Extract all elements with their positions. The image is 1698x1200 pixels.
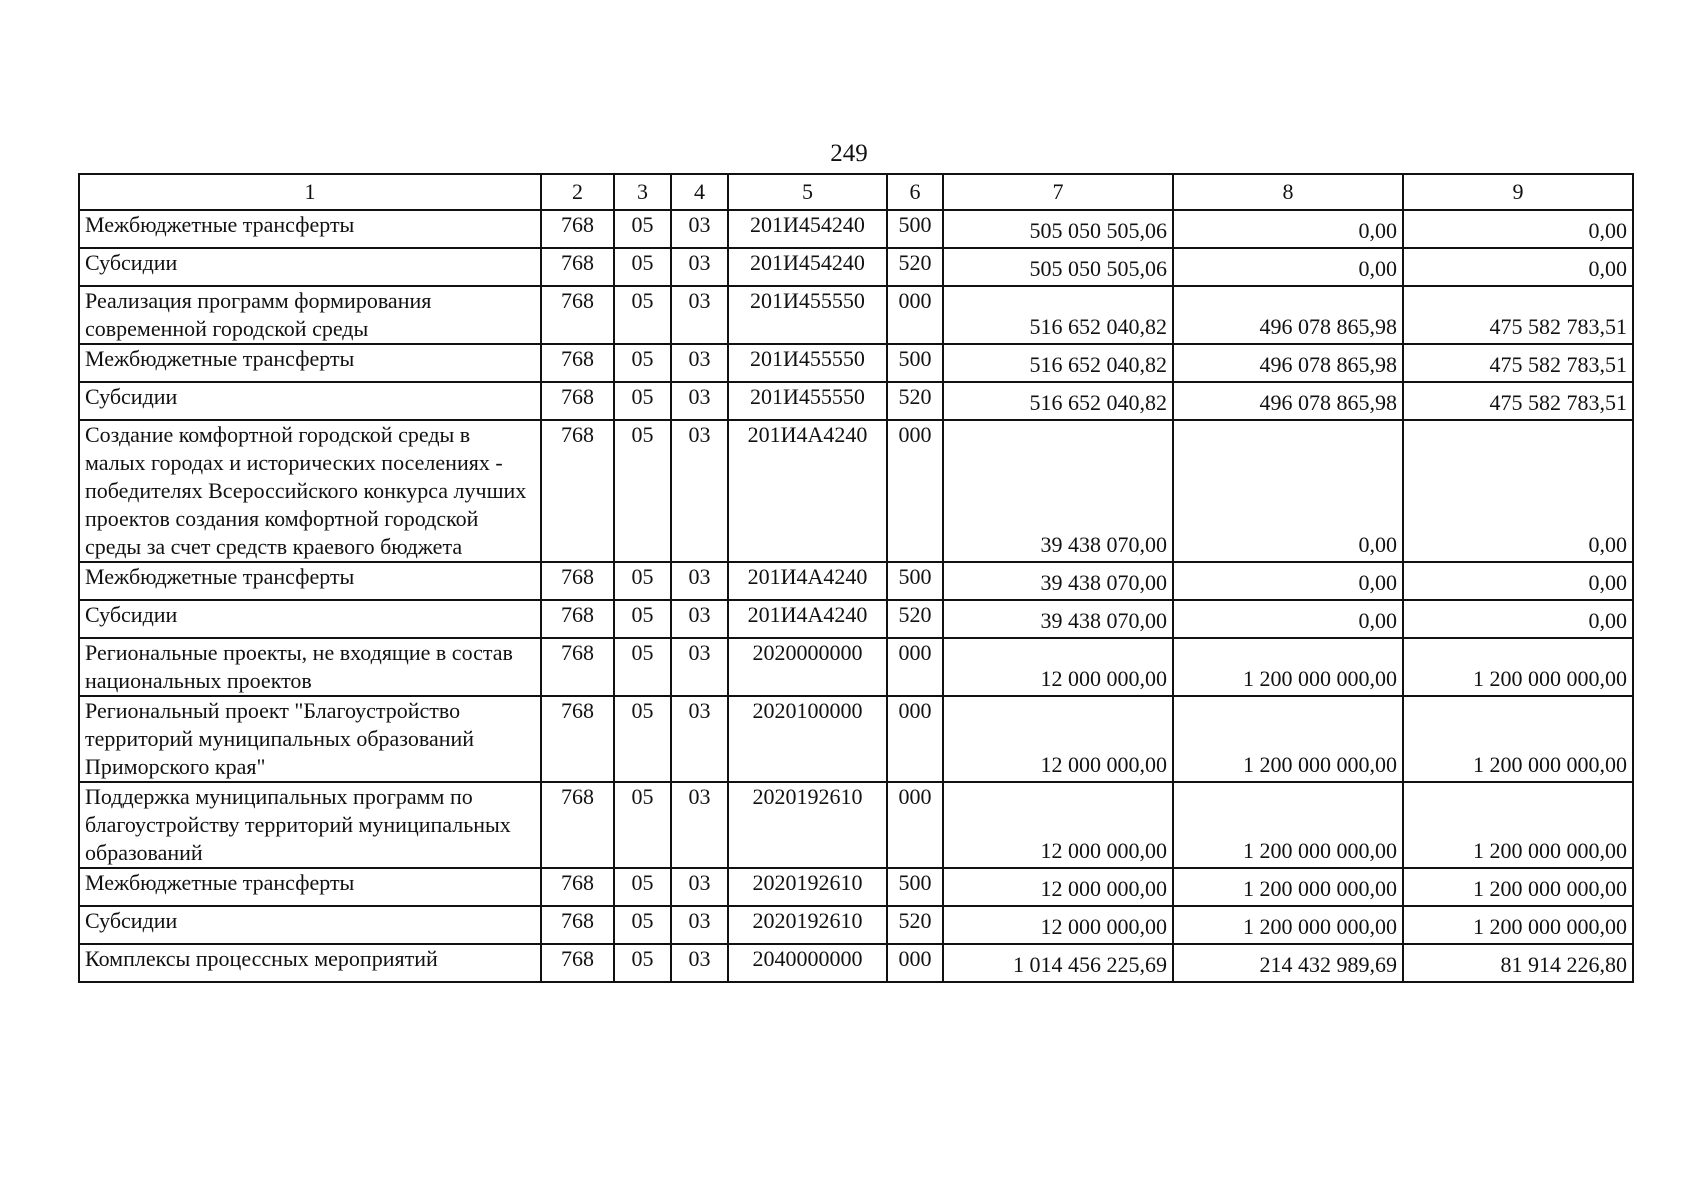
row-code-col6: 500: [887, 868, 943, 906]
row-code-col3: 05: [614, 782, 671, 868]
row-name: Субсидии: [79, 600, 541, 638]
row-code-col2: 768: [541, 382, 614, 420]
row-amount-col7: 516 652 040,82: [943, 344, 1173, 382]
row-name: Субсидии: [79, 382, 541, 420]
row-code-col5: 201И455550: [728, 382, 887, 420]
table-row: [79, 248, 1633, 286]
row-code-col3: 05: [614, 248, 671, 286]
row-amount-col7: 12 000 000,00: [943, 696, 1173, 782]
table-row: [79, 944, 1633, 982]
row-code-col6: 520: [887, 248, 943, 286]
row-code-col2: 768: [541, 600, 614, 638]
row-code-col4: 03: [671, 944, 728, 982]
row-amount-col8: 1 200 000 000,00: [1173, 696, 1403, 782]
table-row: [79, 600, 1633, 638]
column-header: 7: [943, 174, 1173, 210]
table-row: [79, 382, 1633, 420]
row-code-col4: 03: [671, 600, 728, 638]
row-code-col2: 768: [541, 248, 614, 286]
row-code-col6: 520: [887, 382, 943, 420]
row-amount-col8: 0,00: [1173, 600, 1403, 638]
row-amount-col7: 505 050 505,06: [943, 248, 1173, 286]
row-code-col4: 03: [671, 248, 728, 286]
row-code-col4: 03: [671, 420, 728, 562]
row-code-col3: 05: [614, 638, 671, 696]
row-amount-col7: 516 652 040,82: [943, 382, 1173, 420]
row-code-col2: 768: [541, 868, 614, 906]
column-header: 3: [614, 174, 671, 210]
table-row: [79, 638, 1633, 696]
row-code-col6: 000: [887, 420, 943, 562]
row-code-col5: 2020192610: [728, 868, 887, 906]
row-code-col4: 03: [671, 782, 728, 868]
row-code-col4: 03: [671, 210, 728, 248]
row-code-col5: 201И454240: [728, 248, 887, 286]
row-amount-col9: 475 582 783,51: [1403, 344, 1633, 382]
row-code-col2: 768: [541, 906, 614, 944]
row-name: Региональные проекты, не входящие в состав национальных проектов: [79, 638, 541, 696]
row-name: Региональный проект "Благоустройство территорий муниципальных образований Приморского края": [79, 696, 541, 782]
row-code-col3: 05: [614, 696, 671, 782]
row-code-col6: 000: [887, 944, 943, 982]
row-code-col4: 03: [671, 286, 728, 344]
table-row: [79, 562, 1633, 600]
row-code-col2: 768: [541, 562, 614, 600]
row-name: Комплексы процессных мероприятий: [79, 944, 541, 982]
table-row: [79, 782, 1633, 868]
table-row: [79, 420, 1633, 562]
row-code-col5: 201И4А4240: [728, 562, 887, 600]
table-row: [79, 210, 1633, 248]
row-code-col3: 05: [614, 210, 671, 248]
row-amount-col7: 39 438 070,00: [943, 600, 1173, 638]
row-code-col4: 03: [671, 906, 728, 944]
row-amount-col9: 81 914 226,80: [1403, 944, 1633, 982]
row-code-col4: 03: [671, 868, 728, 906]
row-code-col5: 201И454240: [728, 210, 887, 248]
column-header: 5: [728, 174, 887, 210]
row-code-col6: 000: [887, 286, 943, 344]
row-code-col5: 2020192610: [728, 906, 887, 944]
row-code-col2: 768: [541, 696, 614, 782]
page-number: 249: [830, 140, 868, 167]
row-name: Реализация программ формирования современной городской среды: [79, 286, 541, 344]
row-code-col6: 000: [887, 696, 943, 782]
row-amount-col8: 0,00: [1173, 420, 1403, 562]
row-code-col2: 768: [541, 782, 614, 868]
row-code-col2: 768: [541, 210, 614, 248]
row-amount-col9: 1 200 000 000,00: [1403, 868, 1633, 906]
row-amount-col7: 12 000 000,00: [943, 868, 1173, 906]
column-header: 1: [79, 174, 541, 210]
row-amount-col7: 39 438 070,00: [943, 562, 1173, 600]
row-code-col2: 768: [541, 420, 614, 562]
row-code-col3: 05: [614, 420, 671, 562]
row-amount-col7: 12 000 000,00: [943, 782, 1173, 868]
row-amount-col8: 496 078 865,98: [1173, 382, 1403, 420]
row-code-col3: 05: [614, 562, 671, 600]
row-amount-col8: 1 200 000 000,00: [1173, 782, 1403, 868]
row-code-col6: 500: [887, 210, 943, 248]
column-header: 6: [887, 174, 943, 210]
row-code-col6: 520: [887, 906, 943, 944]
row-code-col4: 03: [671, 696, 728, 782]
row-code-col5: 2020000000: [728, 638, 887, 696]
row-amount-col8: 496 078 865,98: [1173, 344, 1403, 382]
row-code-col3: 05: [614, 382, 671, 420]
row-code-col4: 03: [671, 382, 728, 420]
row-name: Межбюджетные трансферты: [79, 868, 541, 906]
row-code-col2: 768: [541, 286, 614, 344]
table-row: [79, 286, 1633, 344]
row-amount-col9: 0,00: [1403, 600, 1633, 638]
row-name: Межбюджетные трансферты: [79, 562, 541, 600]
row-name: Субсидии: [79, 248, 541, 286]
row-code-col3: 05: [614, 868, 671, 906]
row-amount-col7: 12 000 000,00: [943, 638, 1173, 696]
row-code-col2: 768: [541, 944, 614, 982]
table-row: [79, 906, 1633, 944]
row-code-col5: 2020192610: [728, 782, 887, 868]
row-code-col6: 500: [887, 562, 943, 600]
row-code-col3: 05: [614, 344, 671, 382]
row-code-col6: 000: [887, 638, 943, 696]
column-header: 4: [671, 174, 728, 210]
row-amount-col8: 1 200 000 000,00: [1173, 638, 1403, 696]
row-amount-col8: 0,00: [1173, 562, 1403, 600]
table-row: [79, 344, 1633, 382]
row-amount-col8: 0,00: [1173, 210, 1403, 248]
row-amount-col9: 0,00: [1403, 420, 1633, 562]
row-code-col3: 05: [614, 600, 671, 638]
row-code-col4: 03: [671, 638, 728, 696]
row-code-col2: 768: [541, 344, 614, 382]
row-code-col3: 05: [614, 944, 671, 982]
row-name: Субсидии: [79, 906, 541, 944]
header-row: [79, 174, 1633, 210]
row-amount-col9: 475 582 783,51: [1403, 382, 1633, 420]
row-code-col2: 768: [541, 638, 614, 696]
row-amount-col9: 1 200 000 000,00: [1403, 696, 1633, 782]
row-name: Поддержка муниципальных программ по благоустройству территорий муниципальных образований: [79, 782, 541, 868]
table-row: [79, 696, 1633, 782]
row-amount-col8: 214 432 989,69: [1173, 944, 1403, 982]
row-amount-col8: 0,00: [1173, 248, 1403, 286]
table-row: [79, 868, 1633, 906]
column-header: 9: [1403, 174, 1633, 210]
row-code-col6: 520: [887, 600, 943, 638]
row-code-col6: 500: [887, 344, 943, 382]
row-code-col5: 201И4А4240: [728, 420, 887, 562]
column-header: 2: [541, 174, 614, 210]
row-name: Межбюджетные трансферты: [79, 210, 541, 248]
row-code-col6: 000: [887, 782, 943, 868]
row-name: Создание комфортной городской среды в малых городах и исторических поселениях - победителях Всероссийского конкурса лучших проектов создания комфортной городской среды за счет средств краевого бюджета: [79, 420, 541, 562]
row-amount-col9: 0,00: [1403, 210, 1633, 248]
row-amount-col9: 1 200 000 000,00: [1403, 638, 1633, 696]
row-amount-col7: 1 014 456 225,69: [943, 944, 1173, 982]
row-amount-col7: 12 000 000,00: [943, 906, 1173, 944]
row-code-col3: 05: [614, 906, 671, 944]
row-amount-col9: 475 582 783,51: [1403, 286, 1633, 344]
row-amount-col7: 39 438 070,00: [943, 420, 1173, 562]
row-amount-col9: 1 200 000 000,00: [1403, 906, 1633, 944]
row-amount-col8: 496 078 865,98: [1173, 286, 1403, 344]
row-code-col4: 03: [671, 562, 728, 600]
table-body: [79, 210, 1633, 982]
row-code-col5: 201И4А4240: [728, 600, 887, 638]
row-amount-col7: 516 652 040,82: [943, 286, 1173, 344]
row-amount-col9: 1 200 000 000,00: [1403, 782, 1633, 868]
row-amount-col8: 1 200 000 000,00: [1173, 868, 1403, 906]
row-amount-col9: 0,00: [1403, 562, 1633, 600]
row-code-col5: 2020100000: [728, 696, 887, 782]
row-amount-col8: 1 200 000 000,00: [1173, 906, 1403, 944]
column-header: 8: [1173, 174, 1403, 210]
row-code-col5: 201И455550: [728, 286, 887, 344]
budget-table: [78, 173, 1634, 983]
row-code-col4: 03: [671, 344, 728, 382]
row-code-col3: 05: [614, 286, 671, 344]
row-amount-col9: 0,00: [1403, 248, 1633, 286]
row-code-col5: 2040000000: [728, 944, 887, 982]
row-amount-col7: 505 050 505,06: [943, 210, 1173, 248]
row-name: Межбюджетные трансферты: [79, 344, 541, 382]
row-code-col5: 201И455550: [728, 344, 887, 382]
